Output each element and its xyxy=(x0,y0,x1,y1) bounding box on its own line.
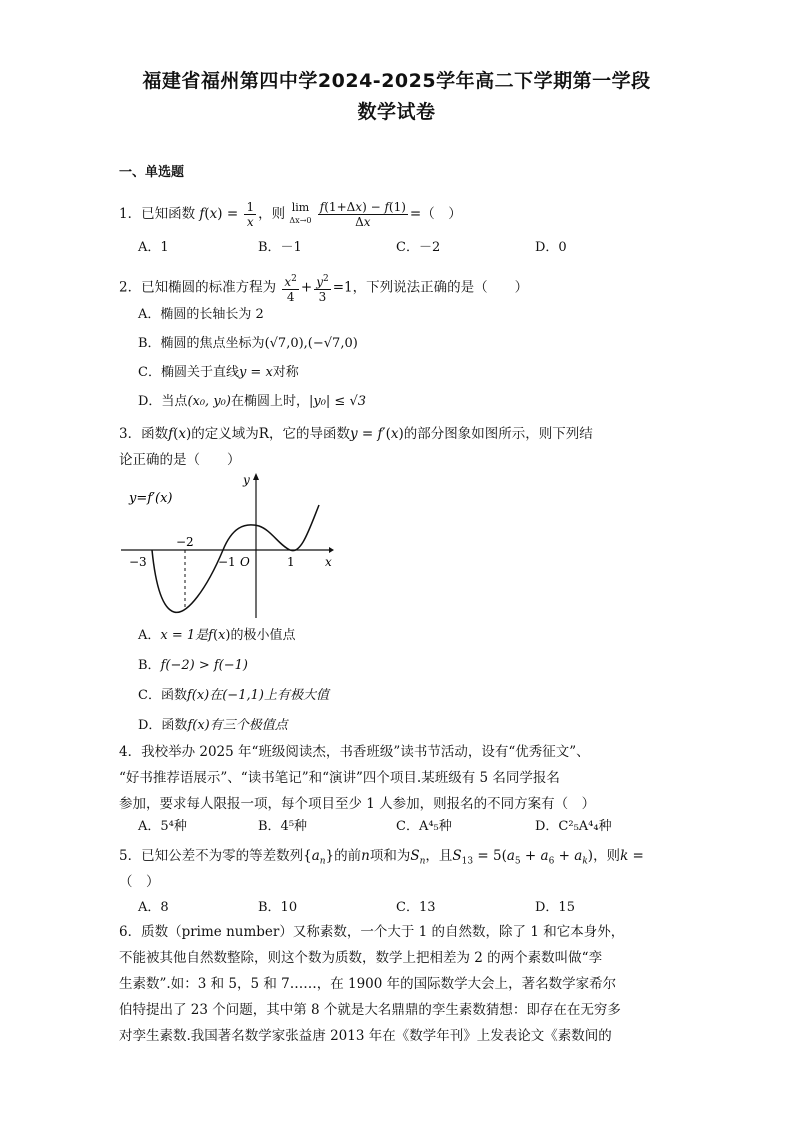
q5-option-a[interactable]: A．8 xyxy=(138,900,169,915)
question-6-line1: 6．质数（prime number）又称素数，一个大于 1 的自然数，除了 1 和它本身外， xyxy=(119,924,625,940)
q4-option-c[interactable]: C．A⁴₅种 xyxy=(396,819,452,834)
question-5-line1: 5．已知公差不为零的等差数列$\{a_n\}$的前n项和为$S_n$，且$S_{13} = 5(a_5 + a_6 + a_k)$，则k = xyxy=(119,848,644,867)
tick-label-minus-1: −1 xyxy=(218,555,236,569)
question-2-stem: 2．已知椭圆的标准方程为 $\frac{x^2}{4}$ + $\frac{y^2}{3}$ =1，下列说法正确的是（ ） xyxy=(119,274,529,304)
q4-option-b[interactable]: B．4⁵种 xyxy=(258,819,308,834)
q2-option-a[interactable]: A．椭圆的长轴长为 2 xyxy=(138,307,264,322)
question-5-line2: （ ） xyxy=(119,874,160,890)
question-6-line4: 伯特提出了 23 个问题，其中第 8 个就是大名鼎鼎的孪生素数猜想：即存在在无穷多 xyxy=(119,1002,621,1018)
q4-option-a[interactable]: A．5⁴种 xyxy=(138,819,187,834)
origin-label: O xyxy=(240,555,250,569)
derivative-graph xyxy=(119,470,334,620)
q2-option-d[interactable]: D．当点(x₀, y₀)在椭圆上时，|y₀| ≤ √3 xyxy=(138,394,366,409)
question-4-line2: “好书推荐语展示”、“读书笔记”和“演讲”四个项目.某班级有 5 名同学报名 xyxy=(119,770,560,786)
q5-option-b[interactable]: B．10 xyxy=(258,900,298,915)
x-axis-arrow xyxy=(329,547,334,553)
exam-title-line2: 数学试卷 xyxy=(357,101,436,123)
question-1-stem: 1．已知函数 f(x) = $\frac{1}{x}$ ，则 lim Δx→0 $\frac{f(1+\Delta x) - f(1)}{\Delta x}$ =（ ） xyxy=(119,200,462,229)
section-heading: 一、单选题 xyxy=(119,165,185,180)
tick-label-1: 1 xyxy=(287,555,295,569)
q4-option-d[interactable]: D．C²₅A⁴₄种 xyxy=(535,819,612,834)
q1-option-c[interactable]: C．－2 xyxy=(396,240,441,255)
exam-title-line1: 福建省福州第四中学2024-2025学年高二下学期第一学段 xyxy=(142,70,651,92)
q3-option-a[interactable]: A．x = 1是f(x)的极小值点 xyxy=(138,628,296,643)
q1-option-b[interactable]: B．－1 xyxy=(258,240,302,255)
question-6-line2: 不能被其他自然数整除，则这个数为质数，数学上把相差为 2 的两个素数叫做“孪 xyxy=(119,950,603,966)
graph-function-label: y=f′(x) xyxy=(129,491,173,506)
q3-option-d[interactable]: D．函数f(x)有三个极值点 xyxy=(138,718,288,733)
q3-option-c[interactable]: C．函数f(x)在(−1,1)上有极大值 xyxy=(138,688,329,703)
question-3-stem-line2: 论正确的是（ ） xyxy=(119,452,241,468)
question-3-stem-line1: 3．函数f(x)的定义域为R，它的导函数y = f′(x)的部分图象如图所示，则下列结 xyxy=(119,426,593,442)
question-6-line5: 对孪生素数.我国著名数学家张益唐 2013 年在《数学年刊》上发表论文《素数间的 xyxy=(119,1028,612,1044)
q2-option-c[interactable]: C．椭圆关于直线y = x对称 xyxy=(138,365,299,380)
q2-option-b[interactable]: B．椭圆的焦点坐标为(√7,0),(−√7,0) xyxy=(138,336,358,351)
question-4-line3: 参加，要求每人限报一项，每个项目至少 1 人参加，则报名的不同方案有（ ） xyxy=(119,796,596,812)
q3-option-b[interactable]: B．f(−2) > f(−1) xyxy=(138,658,248,673)
y-axis-arrow xyxy=(253,473,259,480)
tick-label-minus-2: −2 xyxy=(176,535,194,549)
x-axis-label: x xyxy=(325,555,332,569)
question-4-line1: 4．我校举办 2025 年“班级阅读杰，书香班级”读书节活动，设有“优秀征文”、 xyxy=(119,744,590,760)
q1-option-d[interactable]: D．0 xyxy=(535,240,567,255)
tick-label-minus-3: −3 xyxy=(129,555,147,569)
y-axis-label: y xyxy=(243,473,250,487)
question-6-line3: 生素数”.如：3 和 5，5 和 7……，在 1900 年的国际数学大会上，著名数学家希尔 xyxy=(119,976,617,992)
q1-option-a[interactable]: A．1 xyxy=(138,240,169,255)
q5-option-c[interactable]: C．13 xyxy=(396,900,436,915)
q5-option-d[interactable]: D．15 xyxy=(535,900,575,915)
